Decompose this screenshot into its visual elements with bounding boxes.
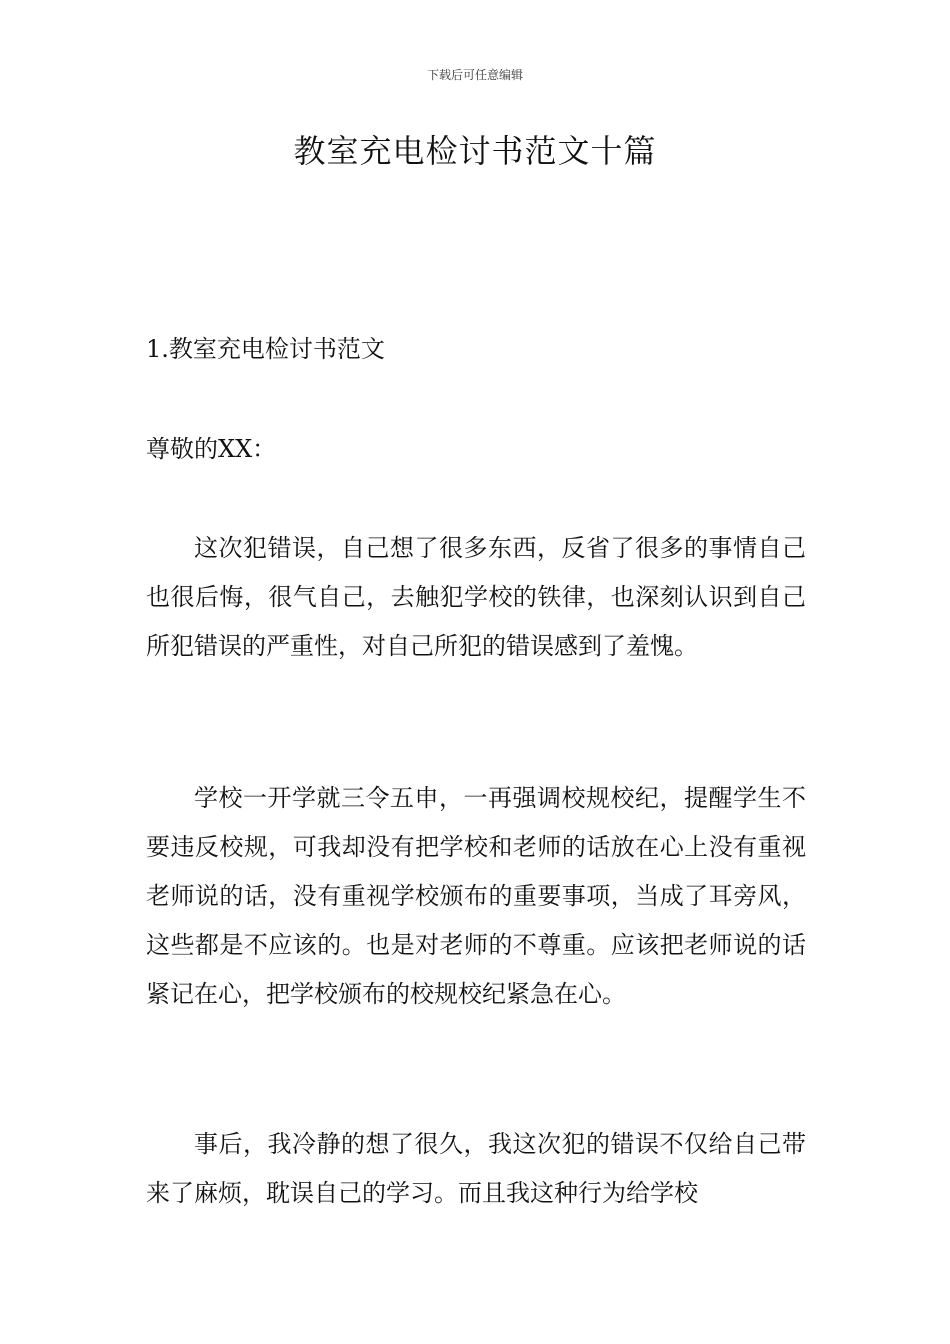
section-heading: 1.教室充电检讨书范文 (146, 335, 385, 363)
paragraph-1: 这次犯错误，自己想了很多东西，反省了很多的事情自己也很后悔，很气自己，去触犯学校的铁律，也深刻认识到自己所犯错误的严重性，对自己所犯的错误感到了羞愧。 (146, 534, 806, 660)
salutation: 尊敬的XX： (146, 435, 277, 463)
paragraph-3: 事后，我冷静的想了很久，我这次犯的错误不仅给自己带来了麻烦，耽误自己的学习。而且我这种行为给学校 (146, 1130, 806, 1207)
paragraph-2: 学校一开学就三令五申，一再强调校规校纪，提醒学生不要违反校规，可我却没有把学校和老师的话放在心上没有重视老师说的话，没有重视学校颁布的重要事项，当成了耳旁风，这些都是不应该的。也是对老师的不尊重。应该把老师说的话紧记在心，把学校颁布的校规校纪紧急在心。 (146, 784, 806, 1008)
header-note: 下载后可任意编辑 (426, 68, 523, 82)
document-title: 教室充电检讨书范文十篇 (293, 132, 657, 170)
